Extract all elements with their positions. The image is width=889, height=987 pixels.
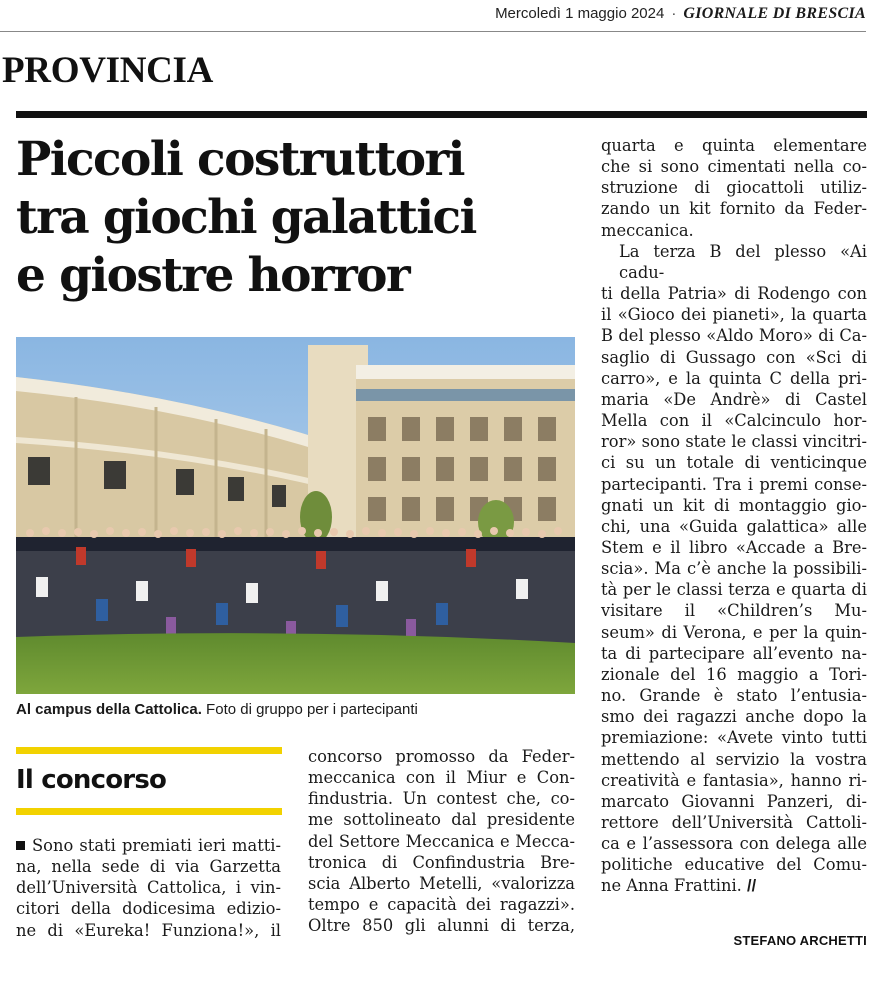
text-line: del Settore Meccanica e Mecca-: [308, 831, 575, 851]
text-line: Stem e il libro «Accade a Bre-: [601, 537, 867, 557]
text-line: marcato Giovanni Panzeri, di-: [601, 791, 867, 811]
text-line: saglio di Gussago con «Sci di: [601, 347, 867, 367]
text-line: zionale del 16 maggio a Tori-: [601, 664, 867, 684]
text-line: tà per le classi terza e quarta di: [601, 580, 867, 600]
text-line: ci su un totale di venticinque: [601, 453, 867, 473]
text-line: mettendo al servizio la vostra: [601, 749, 867, 769]
photo-caption: [16, 701, 576, 718]
text-line: [16, 835, 281, 856]
text-line-content: Sono stati premiati ieri matti-: [32, 836, 281, 855]
text-line: dell’Università Cattolica, i vin-: [16, 878, 281, 898]
section-title: PROVINCIA: [2, 50, 214, 91]
text-line: Oltre 850 gli alunni di terza,: [308, 916, 575, 936]
group-photo-illustration: [16, 337, 575, 694]
text-line: La terza B del plesso «Ai cadu-: [619, 241, 867, 282]
text-line: zando un kit fornito da Feder-: [601, 199, 867, 219]
text-line: chi, una «Guida galattica» alle: [601, 516, 867, 536]
headline-line: tra giochi galattici: [16, 190, 476, 245]
caption-text: Foto di gruppo per i partecipanti: [201, 701, 418, 718]
text-line: ti della Patria» di Rodengo con: [601, 284, 867, 304]
text-line-content: ne Anna Frattini.: [601, 876, 742, 896]
text-line: gnati un kit di montaggio gio-: [601, 495, 867, 515]
text-line: [601, 875, 867, 897]
text-line: me sottolineato dal presidente: [308, 810, 575, 830]
text-line: rettore dell’Università Cattoli-: [601, 813, 867, 832]
article-column-1: [16, 835, 281, 941]
text-line: ca e l’assessora con delega alle: [601, 834, 867, 854]
text-line: smo dei ragazzi anche dopo la: [601, 707, 867, 727]
text-line: meccanica.: [601, 220, 694, 240]
text-line: creatività e fantasia», hanno ri-: [601, 770, 867, 790]
text-line: scia Alberto Metelli, «valorizza: [308, 873, 575, 893]
text-line: Mella con il «Calcinculo hor-: [601, 411, 867, 431]
text-line: ror» sono state le classi vincitri-: [601, 432, 867, 452]
article-column-2: [308, 746, 575, 936]
paragraph-marker-icon: [16, 841, 25, 850]
text-line: il «Gioco dei pianeti», la quarta: [601, 305, 867, 325]
text-line: struzione di giocattoli utiliz-: [601, 178, 867, 198]
section-divider: [16, 111, 867, 118]
text-line: partecipanti. Tra i premi conse-: [601, 474, 867, 494]
text-line: carro», e la quinta C della pri-: [601, 368, 867, 388]
author-byline: STEFANO ARCHETTI: [733, 933, 867, 948]
paragraph: [601, 135, 867, 241]
text-line: quarta e quinta elementare: [601, 136, 867, 155]
header-divider: [0, 31, 866, 32]
text-line: visitare il «Children’s Mu-: [601, 601, 867, 621]
caption-lead: Al campus della Cattolica.: [16, 701, 202, 718]
text-line: B del plesso «Aldo Moro» di Ca-: [601, 326, 867, 346]
text-line: che si sono cimentati nella co-: [601, 157, 867, 177]
paragraph: [601, 241, 867, 898]
text-line: ta di partecipare all’evento na-: [601, 643, 867, 663]
newspaper-name: GIORNALE DI BRESCIA: [683, 5, 866, 22]
text-line: politiche educative del Comu-: [601, 855, 867, 875]
article-column-3: [601, 135, 867, 898]
headline-line: Piccoli costruttori: [16, 132, 464, 187]
header-separator: ·: [671, 5, 677, 22]
text-line: na, nella sede di via Garzetta: [16, 857, 281, 877]
headline-line: e giostre horror: [16, 248, 410, 303]
article-headline: [16, 131, 576, 305]
text-line: premiazione: «Avete vinto tutti: [601, 728, 867, 748]
text-line: scia». Ma c’è anche la possibili-: [601, 559, 867, 579]
box-top-rule: [16, 747, 282, 754]
text-line: meccanica con il Miur e Con-: [308, 768, 575, 788]
group-photo: [16, 337, 575, 694]
issue-date: Mercoledì 1 maggio 2024: [495, 5, 665, 22]
page-header: [0, 4, 866, 30]
text-line: citori della dodicesima edizio-: [16, 899, 281, 919]
box-title: Il concorso: [16, 765, 167, 795]
text-line: tronica di Confindustria Bre-: [308, 852, 575, 872]
text-line: ne di «Eureka! Funziona!», il: [16, 920, 281, 940]
end-of-article-mark: //: [747, 877, 757, 896]
text-line: no. Grande è stato l’entusia-: [601, 686, 867, 706]
text-line: maria «De Andrè» di Castel: [601, 389, 867, 409]
text-line: concorso promosso da Feder-: [308, 747, 575, 766]
text-line: seum» di Verona, e per la quin-: [601, 622, 867, 642]
box-bottom-rule: [16, 808, 282, 815]
text-line: tempo e capacità dei ragazzi».: [308, 895, 575, 915]
text-line: findustria. Un contest che, co-: [308, 789, 575, 809]
